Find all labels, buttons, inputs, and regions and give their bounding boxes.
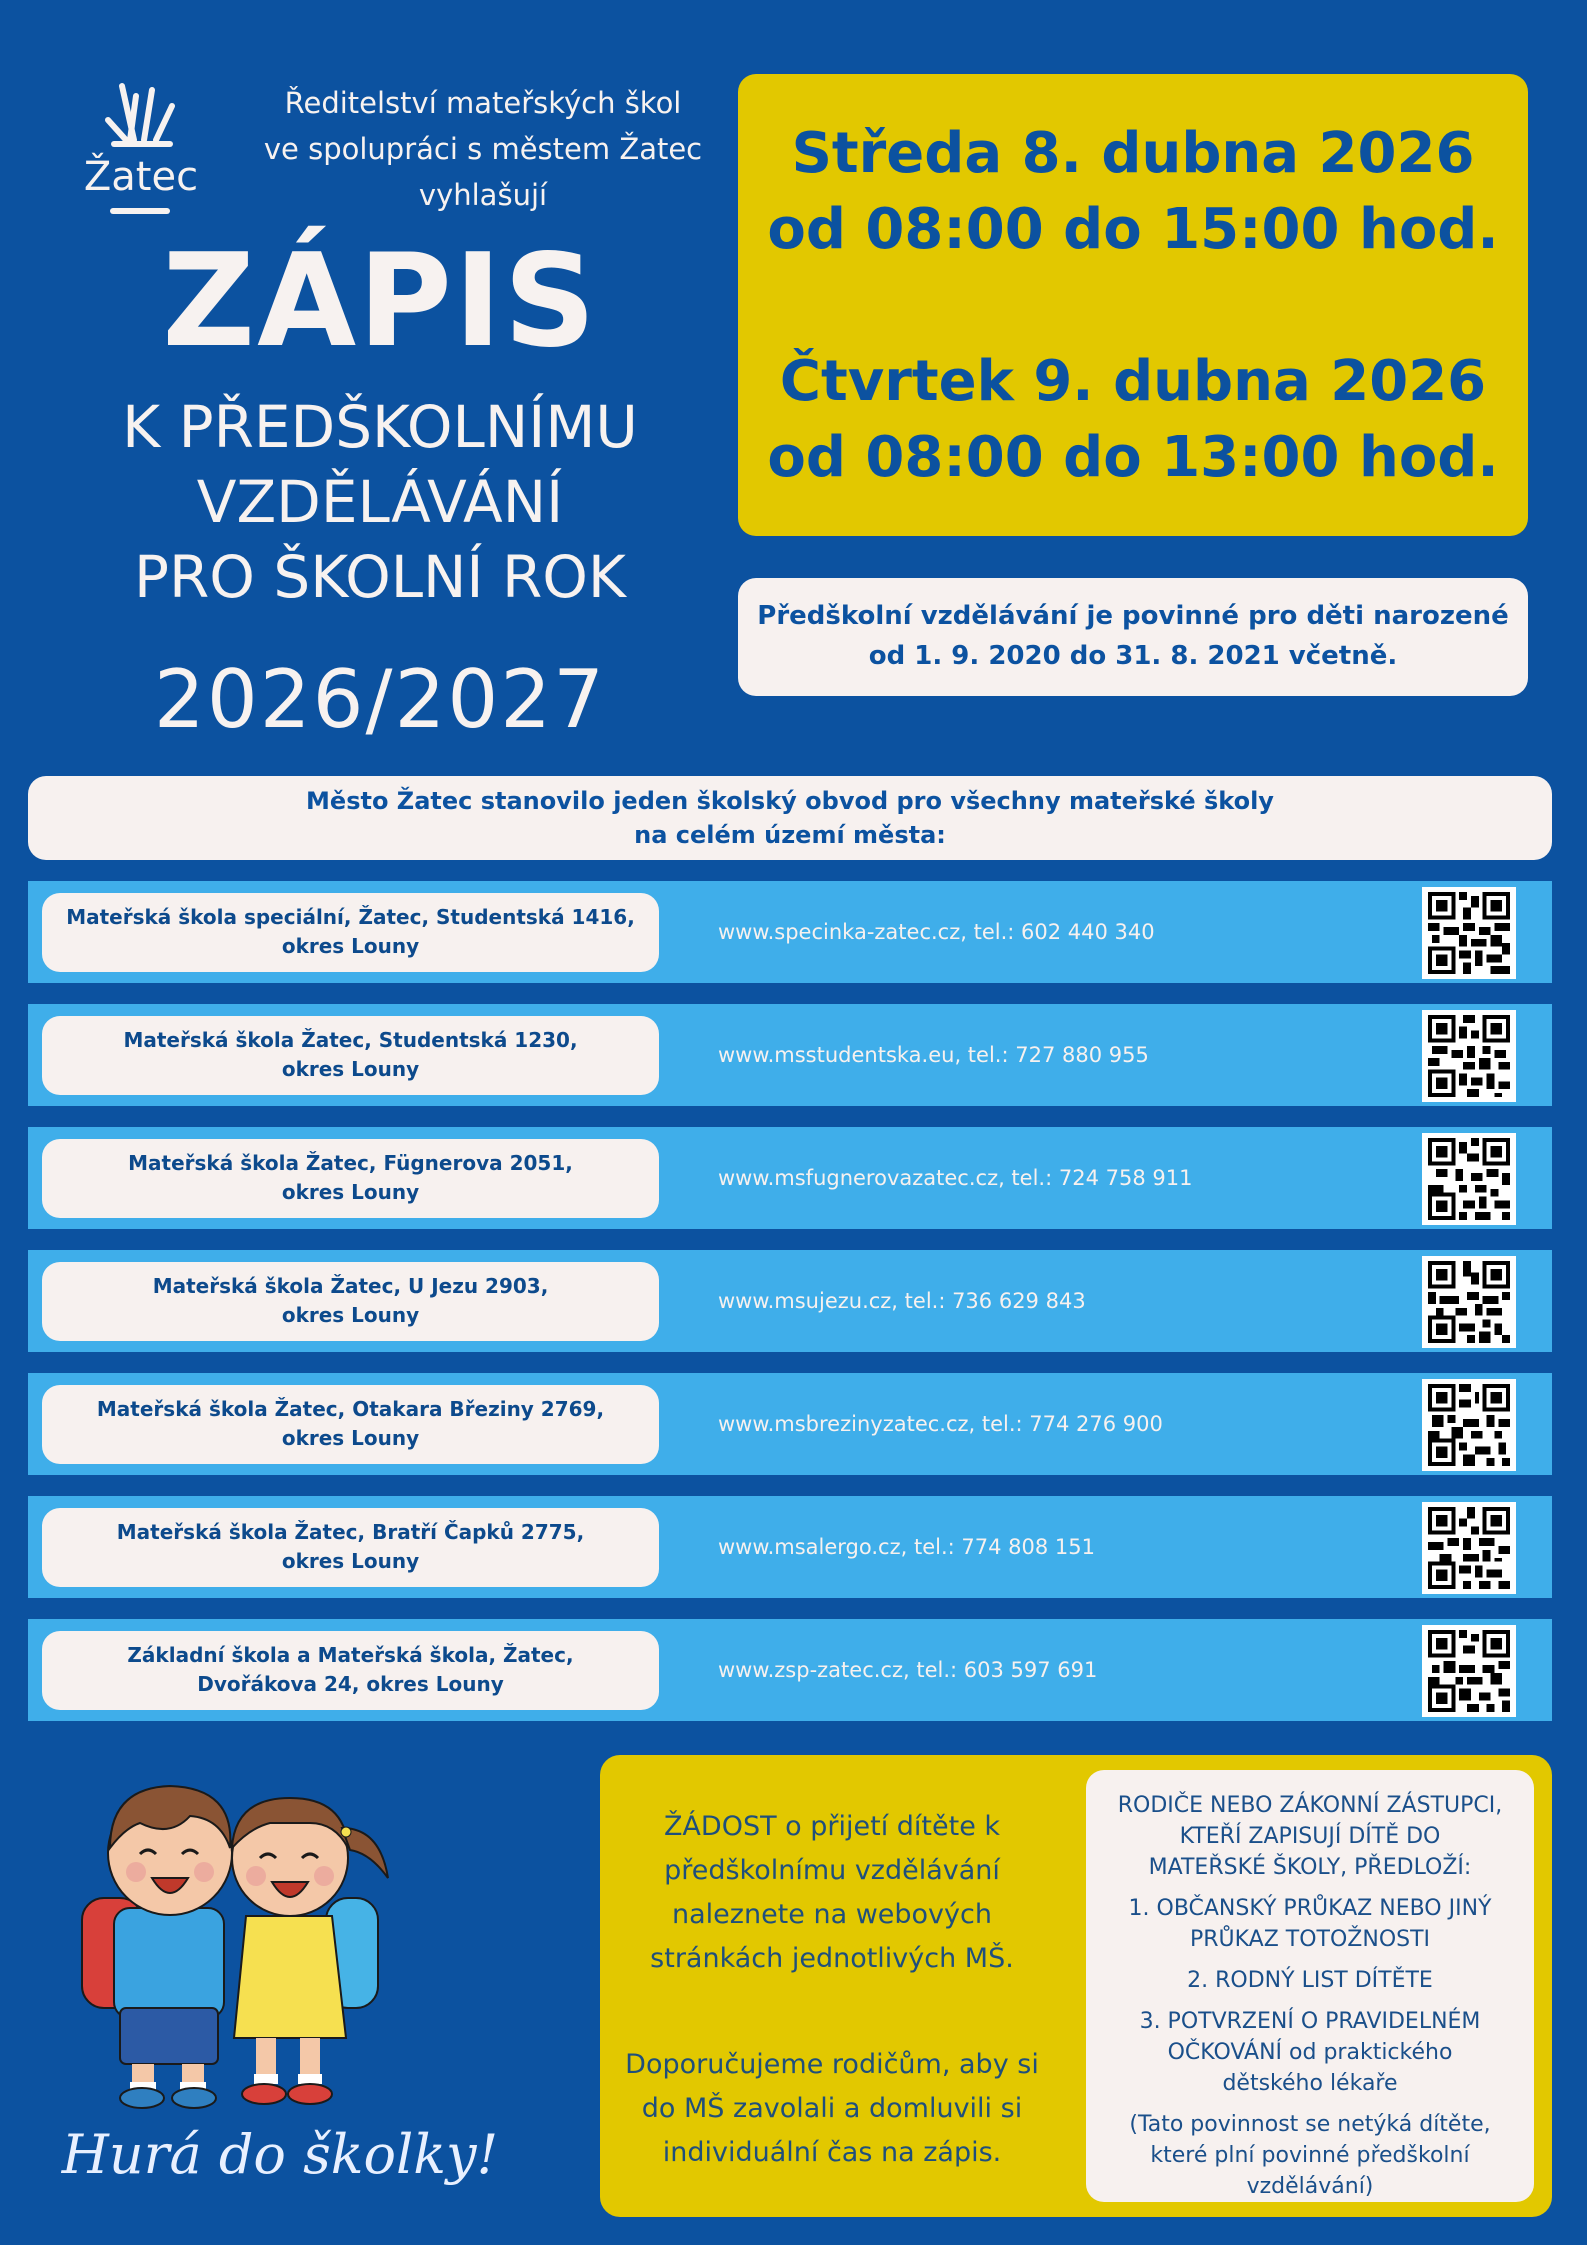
qr-code-icon[interactable] — [1422, 1010, 1516, 1102]
application-line: ŽÁDOST o přijetí dítěte k — [663, 1811, 1001, 1842]
school-list — [28, 881, 1552, 1742]
school-contact[interactable]: www.zsp-zatec.cz, tel.: 603 597 691 — [718, 1658, 1098, 1682]
info-line: Předškolní vzdělávání je povinné pro děti narozené — [757, 601, 1509, 631]
subtitle-line: PRO ŠKOLNÍ ROK — [134, 543, 626, 611]
qr-code-icon[interactable] — [1422, 1502, 1516, 1594]
school-name: Mateřská škola Žatec, Otakara Březiny 2769, — [96, 1397, 605, 1421]
school-address: okres Louny — [281, 1426, 420, 1450]
application-info-box — [600, 1755, 1552, 2217]
school-name: Mateřská škola Žatec, Fügnerova 2051, — [128, 1151, 573, 1175]
school-row — [28, 1619, 1552, 1721]
zatec-crown-logo-icon — [74, 80, 208, 154]
application-line: předškolnímu vzdělávání — [664, 1855, 1000, 1886]
school-row — [28, 881, 1552, 983]
school-name-card — [42, 1385, 659, 1464]
school-address: okres Louny — [281, 1303, 420, 1327]
school-name: Mateřská škola speciální, Žatec, Studentská 1416, — [66, 905, 635, 929]
organizer-line: vyhlašují — [418, 178, 548, 212]
boy-figure — [82, 1786, 232, 2108]
district-line: na celém území města: — [634, 821, 946, 849]
qr-code-icon[interactable] — [1422, 1256, 1516, 1348]
school-address: okres Louny — [281, 934, 420, 958]
slogan: Hurá do školky! — [61, 2123, 499, 2186]
school-row — [28, 1496, 1552, 1598]
girl-figure — [232, 1798, 388, 2104]
school-row — [28, 1004, 1552, 1106]
requirement-item-3: 3. POTVRZENÍ O PRAVIDELNÉM OČKOVÁNÍ od praktického dětského lékaře — [1139, 2009, 1481, 2096]
requirements-heading: RODIČE NEBO ZÁKONNÍ ZÁSTUPCI, KTEŘÍ ZAPISUJÍ DÍTĚ DO MATEŘSKÉ ŠKOLY, PŘEDLOŽÍ: — [1117, 1793, 1503, 1880]
recommendation-line: individuální čas na zápis. — [662, 2137, 1002, 2168]
day2-time: od 08:00 do 13:00 hod. — [767, 425, 1499, 490]
qr-code-icon[interactable] — [1422, 1379, 1516, 1471]
requirements-card — [1086, 1770, 1534, 2202]
school-year: 2026/2027 — [153, 653, 607, 746]
qr-code-icon[interactable] — [1422, 1625, 1516, 1717]
organizer-text — [238, 80, 728, 218]
logo-underline — [110, 208, 170, 214]
application-text — [622, 1805, 1042, 2175]
school-name-card — [42, 893, 659, 972]
requirement-item-2: 2. RODNÝ LIST DÍTĚTE — [1187, 1968, 1433, 1993]
enrollment-dates-box — [738, 74, 1528, 536]
school-address: okres Louny — [281, 1180, 420, 1204]
school-row — [28, 1127, 1552, 1229]
district-line: Město Žatec stanovilo jeden školský obvod pro všechny mateřské školy — [306, 787, 1274, 815]
school-name-card — [42, 1262, 659, 1341]
page-title: ZÁPIS — [162, 227, 598, 376]
school-name: Mateřská škola Žatec, Bratří Čapků 2775, — [116, 1520, 585, 1544]
school-address: okres Louny — [281, 1057, 420, 1081]
school-contact[interactable]: www.msbrezinyzatec.cz, tel.: 774 276 900 — [718, 1412, 1163, 1436]
qr-code-icon[interactable] — [1422, 887, 1516, 979]
school-contact[interactable]: www.msujezu.cz, tel.: 736 629 843 — [718, 1289, 1086, 1313]
school-name: Mateřská škola Žatec, Studentská 1230, — [123, 1028, 578, 1052]
logo-text: Žatec — [83, 154, 199, 200]
school-row — [28, 1373, 1552, 1475]
school-address: Dvořákova 24, okres Louny — [197, 1672, 504, 1696]
day1-date: Středa 8. dubna 2026 — [791, 121, 1475, 186]
school-name-card — [42, 1631, 659, 1710]
kids-with-backpacks-illustration — [70, 1768, 400, 2118]
school-row — [28, 1250, 1552, 1352]
school-name: Mateřská škola Žatec, U Jezu 2903, — [152, 1274, 549, 1298]
school-district-box — [28, 776, 1552, 860]
qr-code-icon[interactable] — [1422, 1133, 1516, 1225]
day1-time: od 08:00 do 15:00 hod. — [767, 197, 1499, 262]
info-line: od 1. 9. 2020 do 31. 8. 2021 včetně. — [868, 641, 1398, 671]
school-contact[interactable]: www.msalergo.cz, tel.: 774 808 151 — [718, 1535, 1095, 1559]
subtitle-line: VZDĚLÁVÁNÍ — [196, 468, 564, 536]
organizer-line: ve spolupráci s městem Žatec — [263, 132, 703, 166]
recommendation-line: do MŠ zavolali a domluvili si — [641, 2093, 1023, 2124]
organizer-line: Ředitelství mateřských škol — [284, 86, 682, 120]
page-subtitle — [60, 390, 700, 615]
requirements-note: (Tato povinnost se netýká dítěte, které plní povinné předškolní vzdělávání) — [1129, 2112, 1491, 2199]
school-name-card — [42, 1139, 659, 1218]
school-name-card — [42, 1016, 659, 1095]
recommendation-line: Doporučujeme rodičům, aby si — [625, 2049, 1039, 2080]
school-contact[interactable]: www.msstudentska.eu, tel.: 727 880 955 — [718, 1043, 1149, 1067]
school-address: okres Louny — [281, 1549, 420, 1573]
school-contact[interactable]: www.msfugnerovazatec.cz, tel.: 724 758 911 — [718, 1166, 1193, 1190]
application-line: stránkách jednotlivých MŠ. — [650, 1943, 1014, 1974]
subtitle-line: K PŘEDŠKOLNÍMU — [122, 393, 638, 461]
school-name-card — [42, 1508, 659, 1587]
mandatory-info-box — [738, 578, 1528, 696]
school-name: Základní škola a Mateřská škola, Žatec, — [127, 1643, 574, 1667]
day2-date: Čtvrtek 9. dubna 2026 — [779, 349, 1487, 414]
school-contact[interactable]: www.specinka-zatec.cz, tel.: 602 440 340 — [718, 920, 1155, 944]
zatec-logo — [74, 80, 208, 220]
application-line: naleznete na webových — [672, 1899, 992, 1930]
requirement-item-1: 1. OBČANSKÝ PRŮKAZ NEBO JINÝ PRŮKAZ TOTOŽNOSTI — [1128, 1896, 1492, 1952]
